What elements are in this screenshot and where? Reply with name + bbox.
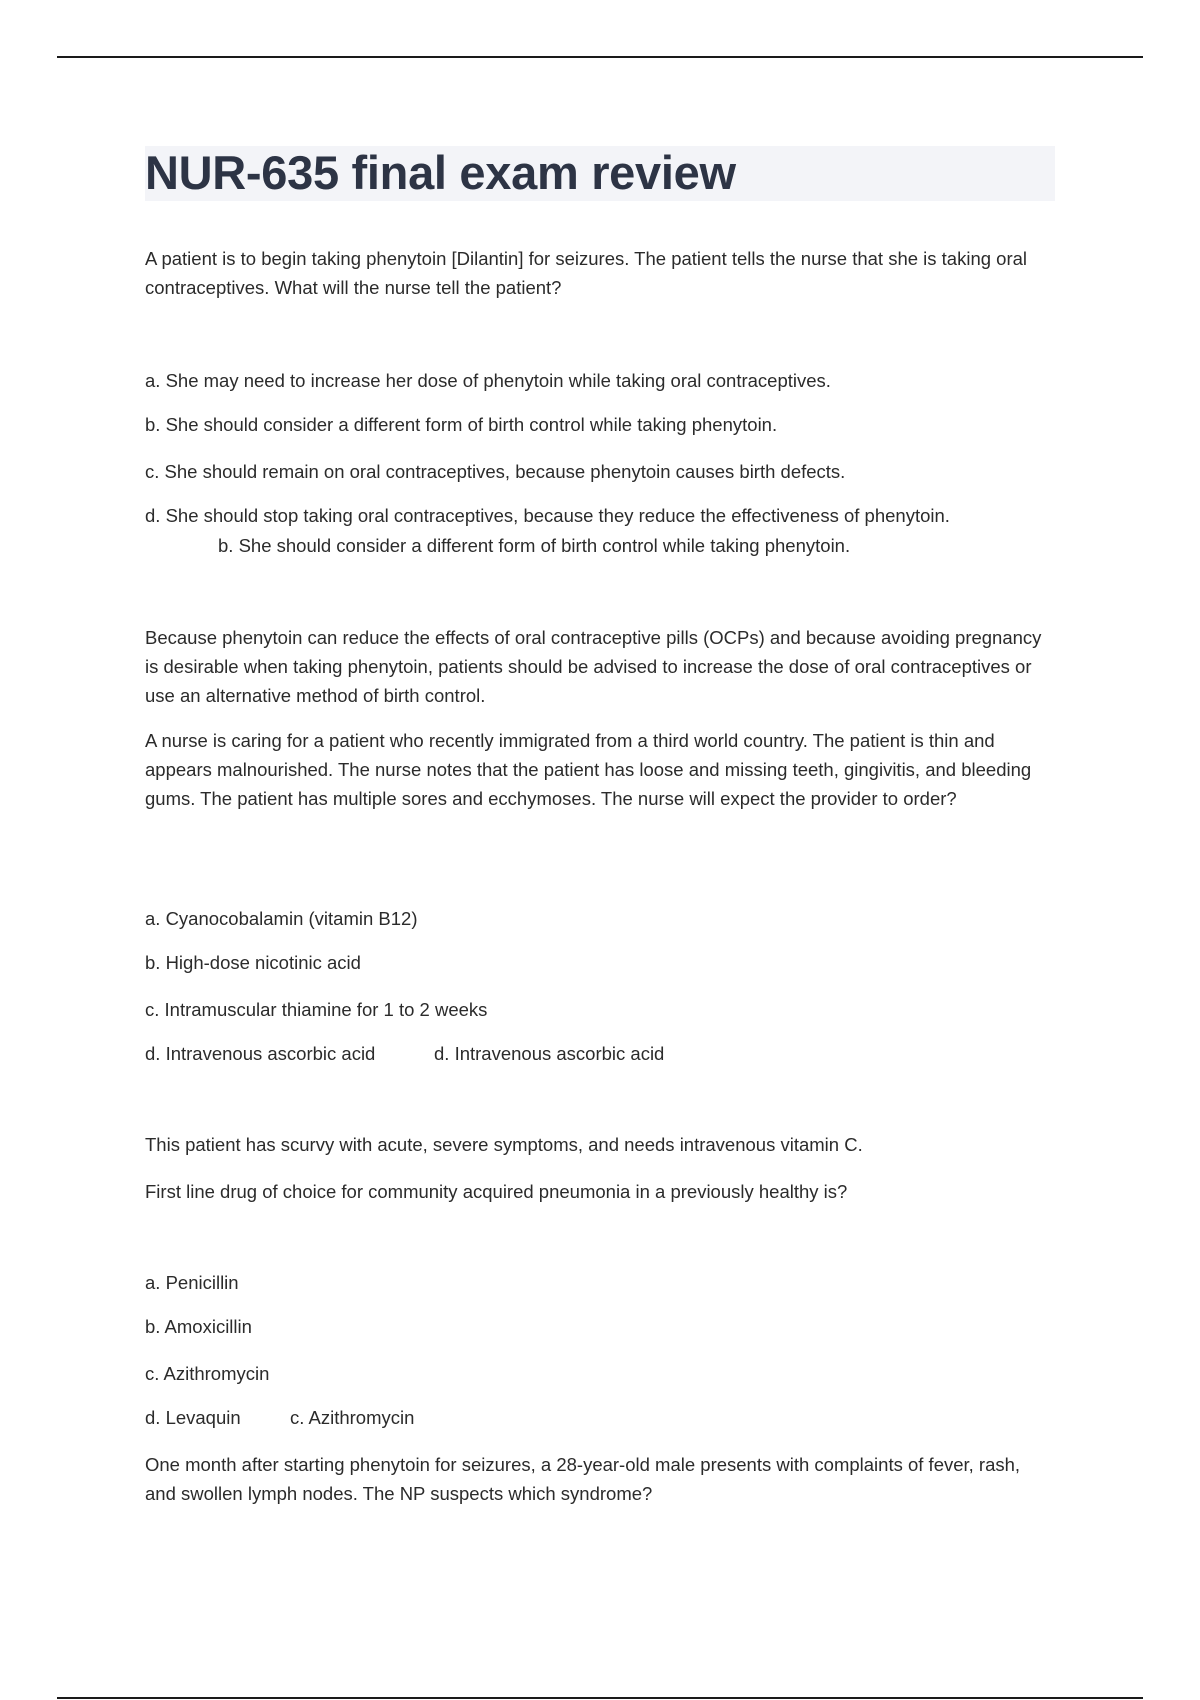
footer-rule [57,1697,1143,1699]
q2-option-c: c. Intramuscular thiamine for 1 to 2 weeks [145,999,488,1020]
q2-option-a: a. Cyanocobalamin (vitamin B12) [145,908,418,929]
q1-option-a: a. She may need to increase her dose of phenytoin while taking oral contraceptives. [145,370,831,391]
q1-option-d: d. She should stop taking oral contraceptives, because they reduce the effectiveness of phenytoin. [145,505,950,526]
q2-rationale: This patient has scurvy with acute, severe symptoms, and needs intravenous vitamin C. [145,1134,863,1155]
q1-rationale: Because phenytoin can reduce the effects of oral contraceptive pills (OCPs) and because avoiding pregnancy is desirable when taking phenytoin, patients should be advised to increase the dose of oral contraceptives or use an alternative method of birth control. [145,627,1042,706]
q2-option-b: b. High-dose nicotinic acid [145,952,361,973]
q3-option-b: b. Amoxicillin [145,1316,252,1337]
page-title: NUR-635 final exam review [145,146,736,199]
q2-question: A nurse is caring for a patient who recently immigrated from a third world country. The patient is thin and appears malnourished. The nurse notes that the patient has loose and missing teeth, gingivitis, and bleeding gums. The patient has multiple sores and ecchymoses. The nurse will expect the provider to order? [145,730,1032,809]
q3-option-c: c. Azithromycin [145,1363,270,1384]
q2-option-d: d. Intravenous ascorbic acid [145,1043,376,1064]
q3-option-a: a. Penicillin [145,1272,239,1293]
header-rule [57,56,1143,58]
q3-answer: c. Azithromycin [290,1407,415,1428]
q4-question: One month after starting phenytoin for seizures, a 28-year-old male presents with complaints of fever, rash, and swollen lymph nodes. The NP suspects which syndrome? [145,1454,1021,1504]
q2-answer: d. Intravenous ascorbic acid [434,1043,665,1064]
q1-option-b: b. She should consider a different form of birth control while taking phenytoin. [145,414,778,435]
q1-answer: b. She should consider a different form of birth control while taking phenytoin. [218,535,851,556]
q1-question: A patient is to begin taking phenytoin [Dilantin] for seizures. The patient tells the nurse that she is taking oral contraceptives. What will the nurse tell the patient? [145,248,1028,298]
q1-option-c: c. She should remain on oral contraceptives, because phenytoin causes birth defects. [145,461,846,482]
q3-option-d: d. Levaquin [145,1407,241,1428]
q3-question: First line drug of choice for community acquired pneumonia in a previously healthy is? [145,1181,848,1202]
